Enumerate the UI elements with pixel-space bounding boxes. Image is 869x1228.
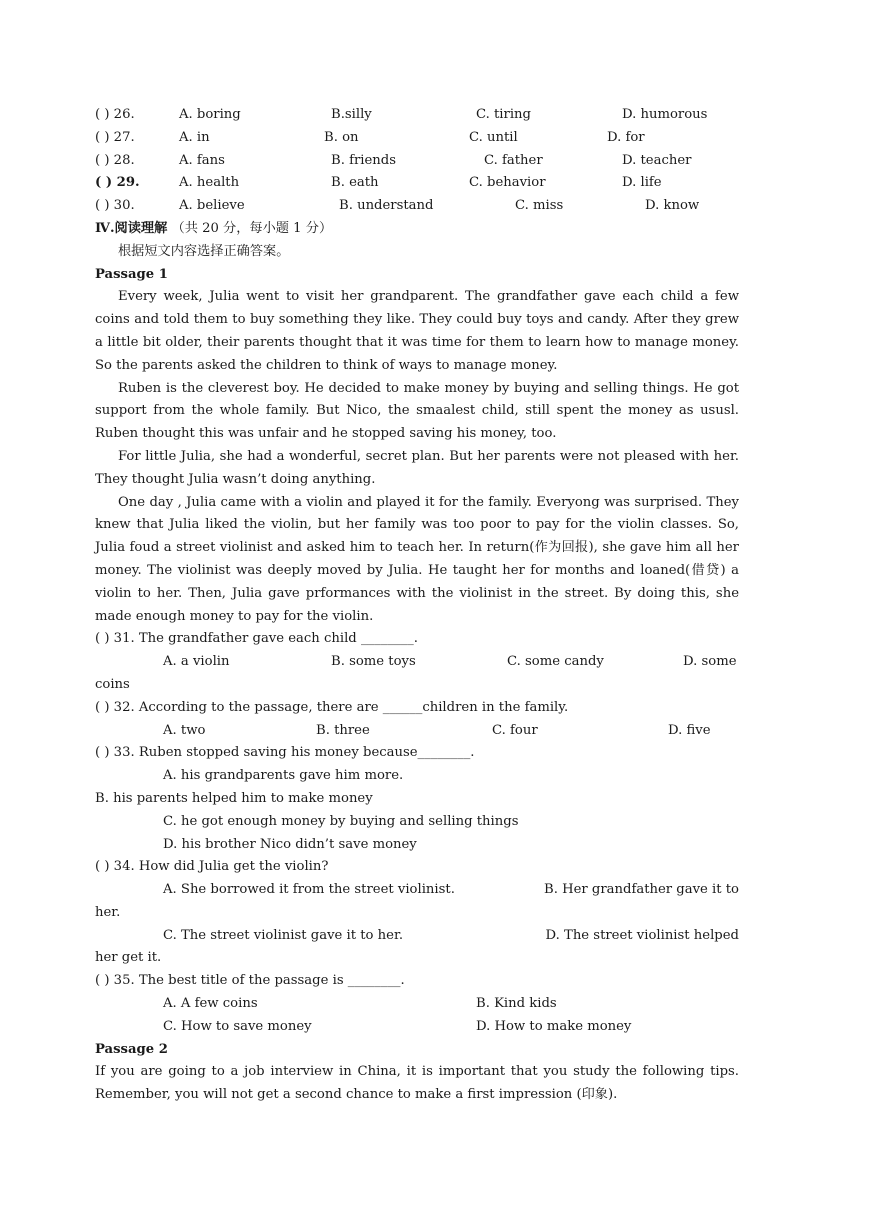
option-a: A. in (179, 129, 210, 145)
question-34-stem: ( ) 34. How did Julia get the violin? (95, 859, 329, 875)
question-35-options-cd (95, 1016, 739, 1039)
option-a: A. She borrowed it from the street violinist. (163, 882, 455, 898)
question-31-wrap: coins (95, 676, 130, 692)
cloze-row-30 (95, 195, 739, 218)
cloze-row-29 (95, 172, 739, 195)
question-33-option-c: C. he got enough money by buying and selling things (163, 813, 519, 829)
question-number: ( ) 28. (95, 152, 135, 168)
question-32-options (95, 720, 739, 743)
option-b: B. understand (339, 198, 434, 214)
question-33-option-b: B. his parents helped him to make money (95, 790, 373, 806)
option-b: B. on (324, 129, 359, 145)
question-34-options-cd (95, 925, 739, 948)
question-number: ( ) 27. (95, 129, 135, 145)
section-title: Ⅳ.阅读理解 (95, 220, 168, 236)
option-d: D. some (683, 654, 737, 670)
option-a: A. A few coins (163, 996, 258, 1012)
option-b: B. Kind kids (476, 996, 557, 1012)
option-a: A. two (163, 722, 206, 738)
option-a: A. a violin (163, 654, 230, 670)
question-34-option-b-wrap: her. (95, 904, 121, 920)
option-c: C. four (492, 722, 538, 738)
question-number: ( ) 30. (95, 198, 135, 214)
passage-1-paragraph-3: For little Julia, she had a wonderful, secret plan. But her parents were not pleased with her. They thought Julia wasn’t doing anything. (95, 448, 739, 487)
section-instruction: 根据短文内容选择正确答案。 (118, 243, 290, 259)
option-d: D. humorous (622, 107, 708, 122)
cloze-row-27 (95, 127, 739, 150)
question-31-stem: ( ) 31. The grandfather gave each child ________. (95, 631, 418, 647)
option-d: D. for (607, 129, 645, 145)
passage-2-heading: Passage 2 (95, 1041, 168, 1057)
option-c: C. How to save money (163, 1018, 312, 1034)
option-c: C. behavior (469, 175, 546, 191)
option-b: B.silly (331, 107, 372, 122)
cloze-row-28 (95, 150, 739, 173)
option-a: A. health (179, 175, 240, 191)
option-a: A. boring (179, 107, 241, 122)
option-b: B. three (316, 722, 370, 738)
option-d: D. How to make money (476, 1018, 632, 1034)
option-d: D. life (622, 175, 662, 191)
passage-1-paragraph-4: One day , Julia came with a violin and played it for the family. Everyong was surprised. They knew that Julia liked the violin, but her family was too poor to pay for the violin classes. So, Julia foud a street violinist and asked him to teach her. In return(作为回报), she gave him all her money. The violinist was deeply moved by Julia. He taught her for months and loaned(借贷) a violin to her. Then, Julia gave prformances with the violinist in the street. By doing this, she made enough money to pay for the violin. (95, 494, 739, 624)
passage-1-paragraph-1: Every week, Julia went to visit her grandparent. The grandfather gave each child a few coins and told them to buy something they like. They could buy toys and candy. After they grew a little bit older, their parents thought that it was time for them to learn how to manage money. So the parents asked the children to think of ways to manage money. (95, 289, 739, 373)
passage-1-paragraph-2: Ruben is the cleverest boy. He decided to make money by buying and selling things. He got support from the whole family. But Nico, the smaalest child, still spent the money as ususl. Ruben thought this was unfair and he stopped saving his money, too. (95, 380, 739, 442)
option-c: C. father (484, 152, 543, 168)
question-35-options-ab (95, 993, 739, 1016)
question-number: ( ) 26. (95, 107, 135, 122)
option-d: D. teacher (622, 152, 692, 168)
cloze-row-26 (95, 104, 739, 127)
section-heading (95, 218, 739, 241)
question-33-option-a: A. his grandparents gave him more. (163, 768, 404, 784)
question-32-stem: ( ) 32. According to the passage, there are ______children in the family. (95, 699, 569, 715)
option-c: C. The street violinist gave it to her. (163, 927, 404, 943)
question-number: ( ) 29. (95, 175, 140, 191)
option-a: A. believe (179, 198, 245, 214)
worksheet-page (95, 104, 739, 1107)
passage-2-paragraph: If you are going to a job interview in China, it is important that you study the following tips. Remember, you will not get a second chance to make a first impression (印象). (95, 1064, 739, 1103)
option-d: D. The street violinist helped (545, 927, 739, 943)
option-c: C. miss (515, 198, 564, 214)
question-35-stem: ( ) 35. The best title of the passage is ________. (95, 973, 405, 989)
question-33-option-d: D. his brother Nico didn’t save money (163, 836, 417, 852)
option-d: D. know (645, 198, 700, 214)
question-33-stem: ( ) 33. Ruben stopped saving his money because________. (95, 745, 475, 761)
section-note: （共 20 分，每小题 1 分） (171, 220, 333, 236)
option-b: B. Her grandfather gave it to (544, 882, 739, 898)
question-34-options-ab (95, 879, 739, 902)
option-c: C. until (469, 129, 518, 145)
option-c: C. tiring (476, 107, 531, 122)
option-b: B. friends (331, 152, 396, 168)
option-d: D. five (668, 722, 711, 738)
question-34-option-d-wrap: her get it. (95, 950, 162, 966)
option-c: C. some candy (507, 654, 604, 670)
question-31-options (95, 651, 739, 674)
option-a: A. fans (179, 152, 225, 168)
option-b: B. eath (331, 175, 379, 191)
passage-1-heading: Passage 1 (95, 266, 168, 282)
option-b: B. some toys (331, 654, 416, 670)
